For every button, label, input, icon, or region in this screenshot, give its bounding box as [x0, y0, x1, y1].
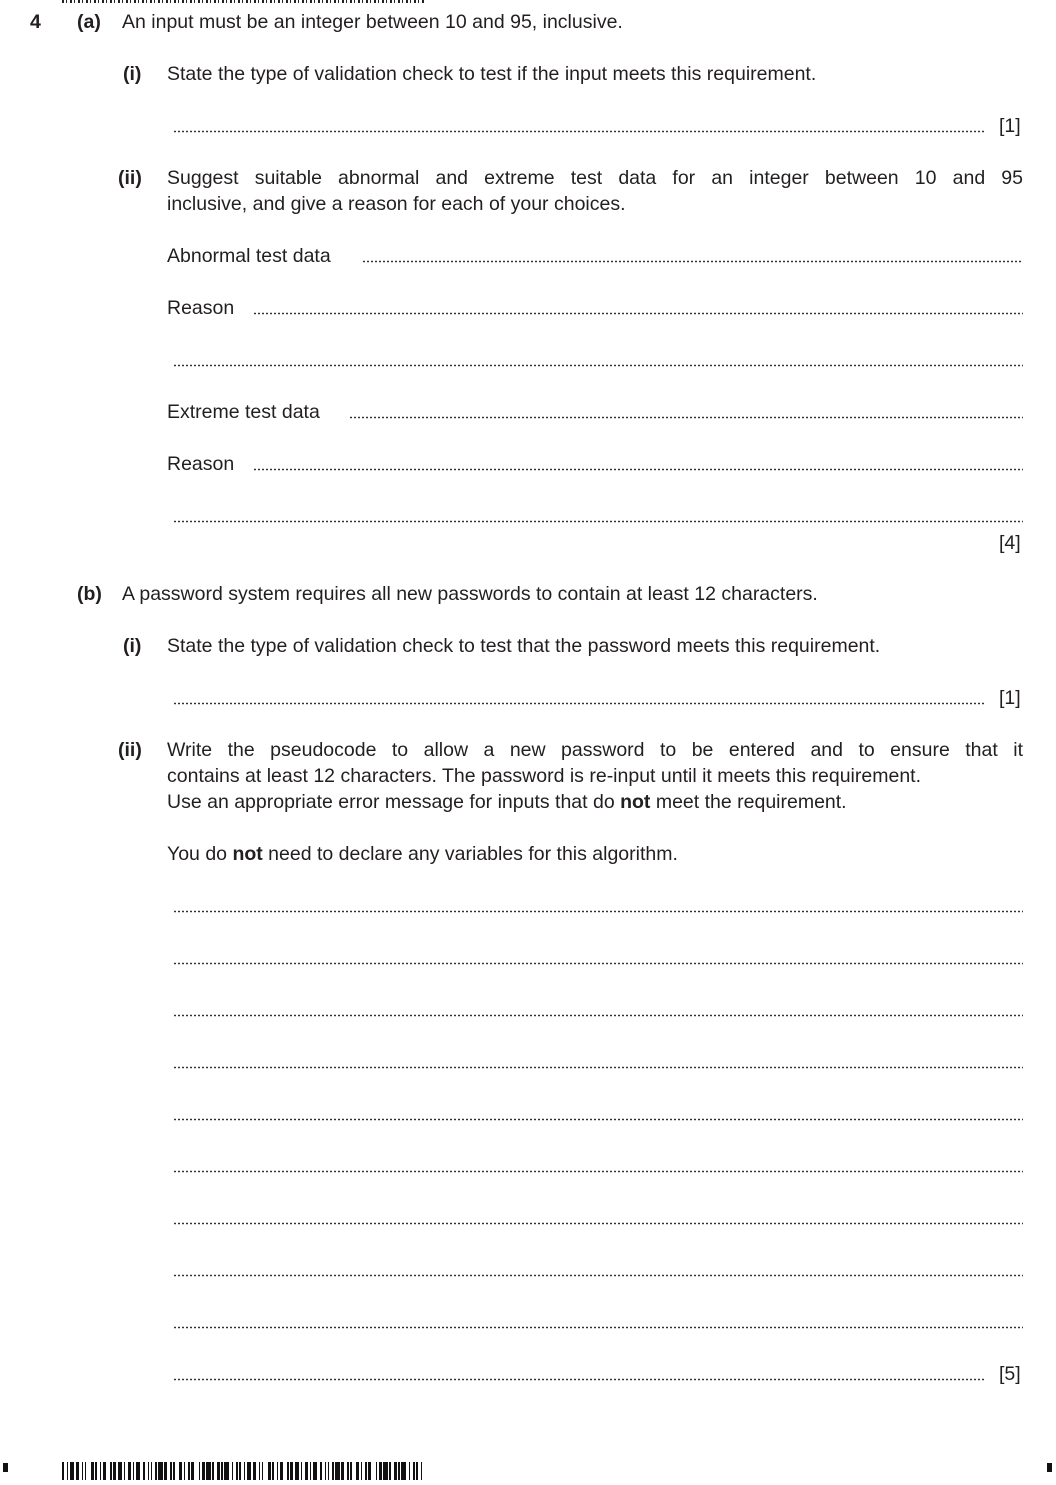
answer-line-reason-2a[interactable]: [253, 468, 1023, 471]
answer-line-pseudocode-9[interactable]: [173, 1326, 1023, 1329]
part-b-i-text: State the type of validation check to test that the password meets this requirement.: [167, 635, 881, 657]
answer-line-reason-1a[interactable]: [253, 312, 1023, 315]
marks-b-ii: [5]: [999, 1363, 1021, 1385]
part-b-ii-note: You do not need to declare any variables for this algorithm.: [167, 843, 678, 865]
answer-line-pseudocode-5[interactable]: [173, 1118, 1023, 1121]
answer-line-pseudocode-8[interactable]: [173, 1274, 1023, 1277]
part-a-i-text: State the type of validation check to test if the input meets this requirement.: [167, 63, 817, 85]
part-a-ii-label: (ii): [118, 167, 142, 189]
marks-a-ii: [4]: [999, 532, 1021, 554]
answer-line-pseudocode-4[interactable]: [173, 1066, 1023, 1069]
part-b-text: A password system requires all new passwords to contain at least 12 characters.: [122, 583, 818, 605]
part-b-ii-label: (ii): [118, 739, 142, 761]
answer-line-pseudocode-6[interactable]: [173, 1170, 1023, 1173]
registration-mark-left: [3, 1463, 8, 1472]
part-b-i-label: (i): [123, 635, 142, 657]
abnormal-test-data-label: Abnormal test data: [167, 245, 331, 267]
answer-line-pseudocode-7[interactable]: [173, 1222, 1023, 1225]
part-a-i-label: (i): [123, 63, 142, 85]
reason-label-1: Reason: [167, 297, 235, 319]
marks-a-i: [1]: [999, 115, 1021, 137]
answer-line-reason-2b[interactable]: [173, 520, 1023, 523]
answer-line-pseudocode-3[interactable]: [173, 1014, 1023, 1017]
part-a-ii-text-line-2: inclusive, and give a reason for each of your choices.: [167, 193, 626, 215]
question-number: 4: [30, 11, 41, 33]
reason-label-2: Reason: [167, 453, 235, 475]
part-a-text: An input must be an integer between 10 and 95, inclusive.: [122, 11, 623, 33]
answer-line-a-i[interactable]: [173, 130, 985, 133]
top-barcode-strip: [62, 0, 424, 3]
part-a-ii-text-line-1: Suggest suitable abnormal and extreme test data for an integer between 10 and 95: [167, 167, 1023, 189]
answer-line-reason-1b[interactable]: [173, 364, 1023, 367]
answer-line-pseudocode-1[interactable]: [173, 910, 1023, 913]
part-b-ii-text-line-1: Write the pseudocode to allow a new password to be entered and to ensure that it: [167, 739, 1023, 761]
answer-line-b-i[interactable]: [173, 702, 985, 705]
registration-mark-right: [1047, 1463, 1052, 1472]
barcode: [62, 1462, 424, 1480]
answer-line-pseudocode-10[interactable]: [173, 1378, 985, 1381]
marks-b-i: [1]: [999, 687, 1021, 709]
answer-line-pseudocode-2[interactable]: [173, 962, 1023, 965]
answer-line-extreme[interactable]: [349, 416, 1023, 419]
part-b-label: (b): [77, 583, 102, 605]
extreme-test-data-label: Extreme test data: [167, 401, 320, 423]
part-a-label: (a): [77, 11, 101, 33]
part-b-ii-text-line-3: Use an appropriate error message for inputs that do not meet the requirement.: [167, 791, 847, 813]
answer-line-abnormal[interactable]: [362, 260, 1023, 263]
part-b-ii-text-line-2: contains at least 12 characters. The password is re-input until it meets this requirement.: [167, 765, 921, 787]
